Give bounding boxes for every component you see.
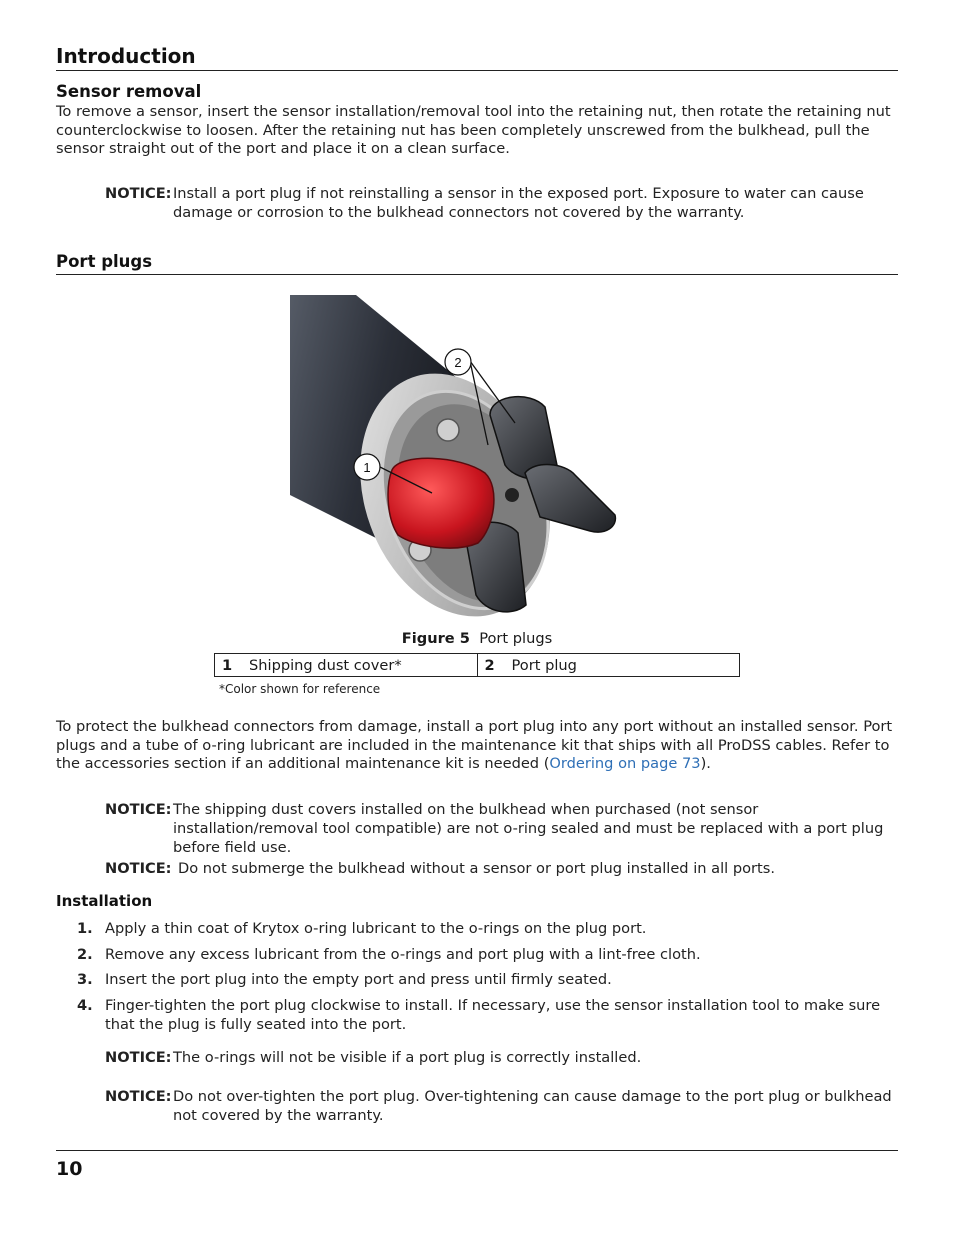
shipping-dust-cover — [388, 458, 494, 548]
notice-label: NOTICE: — [105, 801, 172, 818]
screw — [437, 419, 459, 441]
notice-text: The o-rings will not be visible if a port plug is correctly installed. — [173, 1049, 642, 1066]
section-rule — [56, 274, 898, 275]
step-item: 2. Remove any excess lubricant from the o-rings and port plug with a lint-free cloth. — [77, 946, 701, 963]
figure-legend-table — [214, 653, 740, 677]
notice-label: NOTICE: — [105, 1049, 172, 1066]
notice-label: NOTICE: — [105, 185, 172, 202]
notice-orings — [105, 1048, 895, 1067]
notice-text: The shipping dust covers installed on the bulkhead when purchased (not sensor installation/removal tool compatible) are not o-ring sealed and must be replaced with a port plug before field use. — [173, 801, 884, 856]
subheading-installation: Installation — [56, 892, 153, 910]
notice-text: Install a port plug if not reinstalling a sensor in the exposed port. Exposure to water can cause damage or corrosion to the bulkhead connectors not covered by the warranty. — [173, 185, 864, 221]
port-plugs-illustration — [290, 295, 622, 625]
callout-2-label: 2 — [454, 355, 462, 370]
notice-label: NOTICE: — [105, 1088, 172, 1105]
step-item: 3. Insert the port plug into the empty port and press until firmly seated. — [77, 971, 612, 988]
legend-item: 2 Port plug — [477, 654, 740, 676]
notice-dust-covers — [105, 800, 895, 857]
section-heading-sensor-removal: Sensor removal — [56, 82, 202, 101]
figure-number: Figure 5 — [401, 630, 470, 647]
ordering-link[interactable]: Ordering on page 73 — [549, 755, 701, 773]
notice-sensor-removal — [105, 184, 895, 222]
notice-text: Do not submerge the bulkhead without a sensor or port plug installed in all ports. — [178, 860, 775, 877]
notice-overtighten — [105, 1087, 895, 1125]
step-item: 4. Finger-tighten the port plug clockwise to install. If necessary, use the sensor installation tool to make sure that the plug is fully seated into the port. — [77, 997, 881, 1033]
callout-1-label: 1 — [363, 460, 371, 475]
sensor-removal-paragraph: To remove a sensor, insert the sensor installation/removal tool into the retaining nut, then rotate the retaining nut counterclockwise to loosen. After the retaining nut has been completely unscrewed from the bulkhead, pull the sensor straight out of the port and place it on a clean surface. — [56, 103, 891, 158]
figure-title: Port plugs — [479, 630, 553, 647]
notice-label: NOTICE: — [105, 860, 172, 877]
legend-item: 1 Shipping dust cover* — [222, 656, 402, 674]
figure-caption — [214, 630, 740, 647]
section-heading-port-plugs: Port plugs — [56, 252, 153, 271]
page-number: 10 — [56, 1158, 83, 1180]
step-item: 1. Apply a thin coat of Krytox o-ring lubricant to the o-rings on the plug port. — [77, 920, 647, 937]
notice-text: Do not over-tighten the port plug. Over-tightening can cause damage to the port plug or bulkhead not covered by the warranty. — [173, 1088, 892, 1124]
title-rule — [56, 70, 898, 71]
figure-footnote: *Color shown for reference — [219, 682, 381, 696]
port-plugs-paragraph: To protect the bulkhead connectors from damage, install a port plug into any port without an installed sensor. Port plugs and a tube of o-ring lubricant are included in the maintenance kit that ships with all ProDSS cables. Refer to the accessories section if an additional maintenance kit is needed (Ordering on page 73). — [56, 718, 893, 773]
notice-submerge — [105, 859, 895, 878]
page-title: Introduction — [56, 44, 196, 68]
footer-rule — [56, 1150, 898, 1151]
